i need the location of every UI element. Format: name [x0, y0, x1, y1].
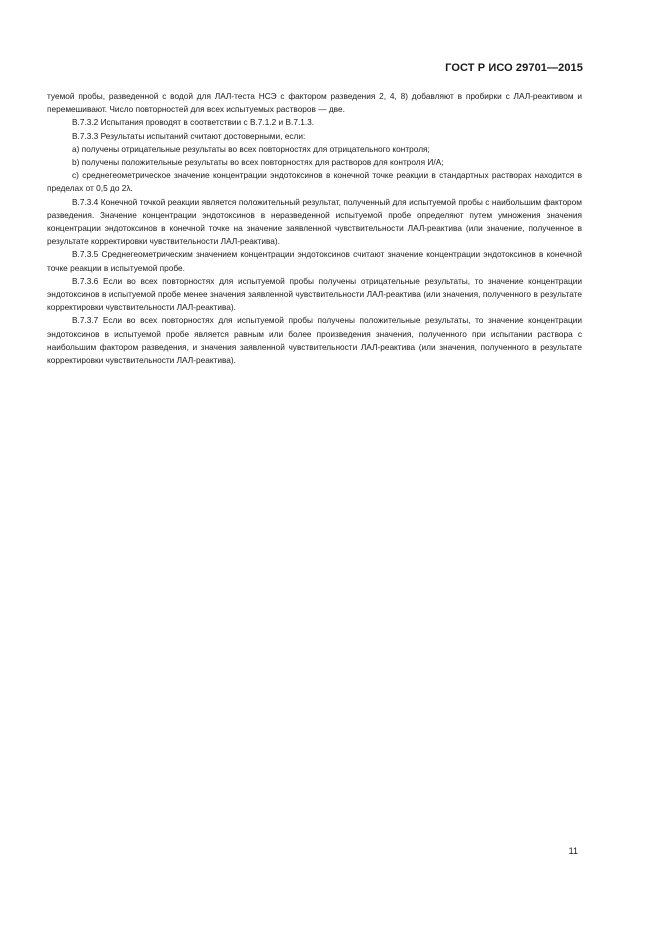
list-item: b) получены положительные результаты во всех повторностях для растворов для контроля И/А;: [72, 157, 444, 168]
paragraph: В.7.3.5 Среднегеометрическим значением концентрации эндотоксинов считают значение концентрации эндотоксинов в конечной точке реакции в испытуемой пробе.: [47, 249, 582, 273]
page-number: 11: [568, 846, 578, 856]
paragraph: туемой пробы, разведенной с водой для ЛАЛ-теста НСЭ с фактором разведения 2, 4, 8) добавляют в пробирки с ЛАЛ-реактивом и перемешивают. Число повторностей для всех испытуемых растворов — две.: [47, 91, 582, 115]
paragraph: В.7.3.4 Конечной точкой реакции является положительный результат, полученный для испытуемой пробы с наибольшим фактором разведения. Значение концентрации эндотоксинов в неразведенной испытуемой пробе определяют путем умножения значения концентрации эндотоксинов в конечной точке на значение заявленной чувствительности ЛАЛ-реактива (или значение, полученное в результате корректировки чувствительности ЛАЛ-реактива).: [47, 196, 582, 247]
list-item: а) получены отрицательные результаты во всех повторностях для отрицательного контроля;: [72, 143, 430, 154]
document-body: [47, 90, 582, 367]
list-item: c) среднегеометрическое значение концентрации эндотоксинов в конечной точке реакции в стандартных растворах находится в пределах от 0,5 до 2λ.: [47, 170, 582, 194]
paragraph: В.7.3.2 Испытания проводят в соответствии с В.7.1.2 и В.7.1.3.: [72, 117, 315, 128]
paragraph: В.7.3.7 Если во всех повторностях для испытуемой пробы получены положительные результаты, то значение концентрации эндотоксинов в испытуемой пробе является равным или более произведения значения, полученного при испытании раствора с наибольшим фактором разведения, и значения заявленной чувствительности ЛАЛ-реактива (или значения, полученного в результате корректировки чувствительности ЛАЛ-реактива).: [47, 315, 582, 366]
paragraph: В.7.3.3 Результаты испытаний считают достоверными, если:: [72, 130, 306, 141]
document-code-header: ГОСТ Р ИСО 29701—2015: [445, 62, 583, 74]
paragraph: В.7.3.6 Если во всех повторностях для испытуемой пробы получены отрицательные результаты, то значение концентрации эндотоксинов в испытуемой пробе менее значения заявленной чувствительности ЛАЛ-реактива (или значения, полученного в результате корректировки чувствительности ЛАЛ-реактива).: [47, 275, 582, 313]
